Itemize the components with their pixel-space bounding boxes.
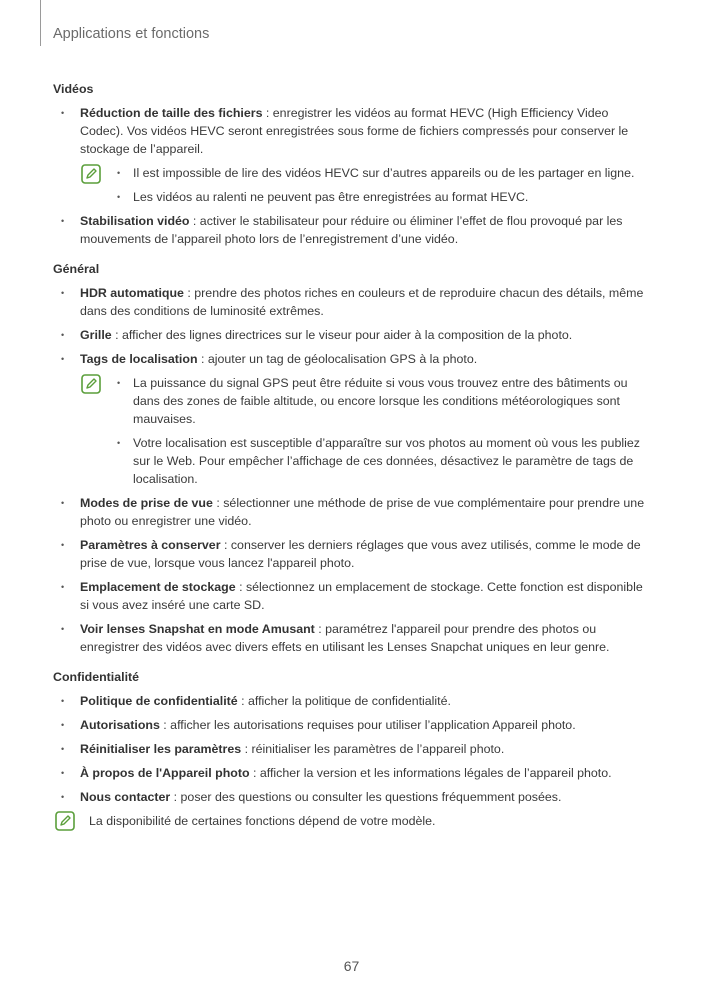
item-text: : afficher la politique de confidentialité. [237, 694, 451, 708]
bullet-icon: • [61, 768, 65, 778]
item-text: : afficher les autorisations requises pour utiliser l’application Appareil photo. [159, 718, 576, 732]
list-item [53, 326, 653, 344]
bullet-icon: • [117, 168, 121, 178]
bullet-icon: • [61, 498, 65, 508]
bullet-icon: • [117, 192, 121, 202]
item-text: : conserver les derniers réglages que vous avez utilisés, comme le mode de prise de vue, lorsque vous lancez l'appareil photo. [80, 538, 641, 570]
page-number: 67 [343, 958, 360, 974]
list-item [53, 788, 653, 806]
item-text: : paramétrez l'appareil pour prendre des photos ou enregistrer des vidéos avec divers effets en utilisant les Lenses Snapchat uniques en leur genre. [80, 622, 610, 654]
item-term: Grille [80, 328, 112, 342]
bullet-icon: • [61, 216, 65, 226]
item-text: : réinitialiser les paramètres de l’appareil photo. [241, 742, 505, 756]
bullet-icon: • [61, 624, 65, 634]
bullet-icon: • [61, 288, 65, 298]
section-title-privacy: Confidentialité [53, 670, 140, 684]
bullet-icon: • [61, 582, 65, 592]
page-content [53, 80, 653, 830]
note-item [117, 188, 653, 206]
bullet-icon: • [61, 696, 65, 706]
bullet-icon: • [61, 540, 65, 550]
item-text: : activer le stabilisateur pour réduire ou éliminer l’effet de flou provoqué par les mouvements de l’appareil photo lors de l’enregistrement d’une vidéo. [80, 214, 623, 246]
note-pencil-icon [81, 164, 101, 184]
note-item [117, 374, 653, 428]
section-title-general: Général [53, 262, 100, 276]
bullet-icon: • [61, 330, 65, 340]
note-text: Votre localisation est susceptible d’apparaître sur vos photos au moment où vous les publiez sur le Web. Pour empêcher l’affichage de ces données, désactivez le paramètre de tags de localisation. [133, 436, 640, 486]
note-block [53, 374, 653, 488]
bullet-icon: • [61, 744, 65, 754]
bullet-icon: • [61, 354, 65, 364]
item-text: : sélectionnez un emplacement de stockage. Cette fonction est disponible si vous avez inséré une carte SD. [80, 580, 643, 612]
item-text: : enregistrer les vidéos au format HEVC (High Efficiency Video Codec). Vos vidéos HEVC seront enregistrées sous forme de fichiers compressés pour conserver le stockage de l’appareil. [80, 106, 629, 156]
list-item [53, 764, 653, 782]
list-item [53, 692, 653, 710]
note-text: Les vidéos au ralenti ne peuvent pas être enregistrées au format HEVC. [133, 190, 529, 204]
page-header: Applications et fonctions [53, 26, 210, 42]
item-text: : poser des questions ou consulter les questions fréquemment posées. [170, 790, 562, 804]
bullet-icon: • [61, 720, 65, 730]
list-item [53, 536, 653, 572]
note-text: Il est impossible de lire des vidéos HEVC sur d’autres appareils ou de les partager en ligne. [133, 166, 635, 180]
bullet-icon: • [117, 438, 121, 448]
note-block [53, 164, 653, 206]
list-item [53, 104, 653, 158]
note-text: La puissance du signal GPS peut être réduite si vous vous trouvez entre des bâtiments ou dans des zones de faible altitude, ou encore lorsque les conditions météorologiques sont mauvaises. [133, 376, 628, 426]
note-item [117, 434, 653, 488]
note-pencil-icon [81, 374, 101, 394]
item-text: : afficher la version et les informations légales de l’appareil photo. [249, 766, 612, 780]
item-term: Tags de localisation [80, 352, 198, 366]
item-term: Autorisations [80, 718, 160, 732]
note-pencil-icon [55, 811, 75, 831]
item-term: Politique de confidentialité [80, 694, 238, 708]
item-term: HDR automatique [80, 286, 184, 300]
list-item [53, 212, 653, 248]
note-text: La disponibilité de certaines fonctions dépend de votre modèle. [89, 814, 436, 828]
item-term: À propos de l'Appareil photo [80, 766, 250, 780]
availability-note [53, 812, 653, 830]
item-term: Réduction de taille des fichiers [80, 106, 263, 120]
bullet-icon: • [117, 378, 121, 388]
bullet-icon: • [61, 792, 65, 802]
item-text: : sélectionner une méthode de prise de vue complémentaire pour prendre une photo ou enregistrer une vidéo. [80, 496, 645, 528]
item-term: Voir lenses Snapshat en mode Amusant [80, 622, 315, 636]
list-item [53, 494, 653, 530]
list-item [53, 716, 653, 734]
item-term: Emplacement de stockage [80, 580, 236, 594]
list-item [53, 350, 653, 368]
item-term: Stabilisation vidéo [80, 214, 190, 228]
item-term: Modes de prise de vue [80, 496, 213, 510]
item-text: : ajouter un tag de géolocalisation GPS à la photo. [197, 352, 478, 366]
bullet-icon: • [61, 108, 65, 118]
list-item [53, 620, 653, 656]
list-item [53, 284, 653, 320]
header-rule [40, 0, 41, 46]
item-term: Nous contacter [80, 790, 171, 804]
list-item [53, 740, 653, 758]
item-text: : afficher des lignes directrices sur le viseur pour aider à la composition de la photo. [111, 328, 573, 342]
list-item [53, 578, 653, 614]
item-text: : prendre des photos riches en couleurs et de reproduire chacun des détails, même dans des conditions de luminosité extrêmes. [80, 286, 644, 318]
note-item [117, 164, 653, 182]
item-term: Réinitialiser les paramètres [80, 742, 242, 756]
item-term: Paramètres à conserver [80, 538, 221, 552]
section-title-videos: Vidéos [53, 82, 94, 96]
